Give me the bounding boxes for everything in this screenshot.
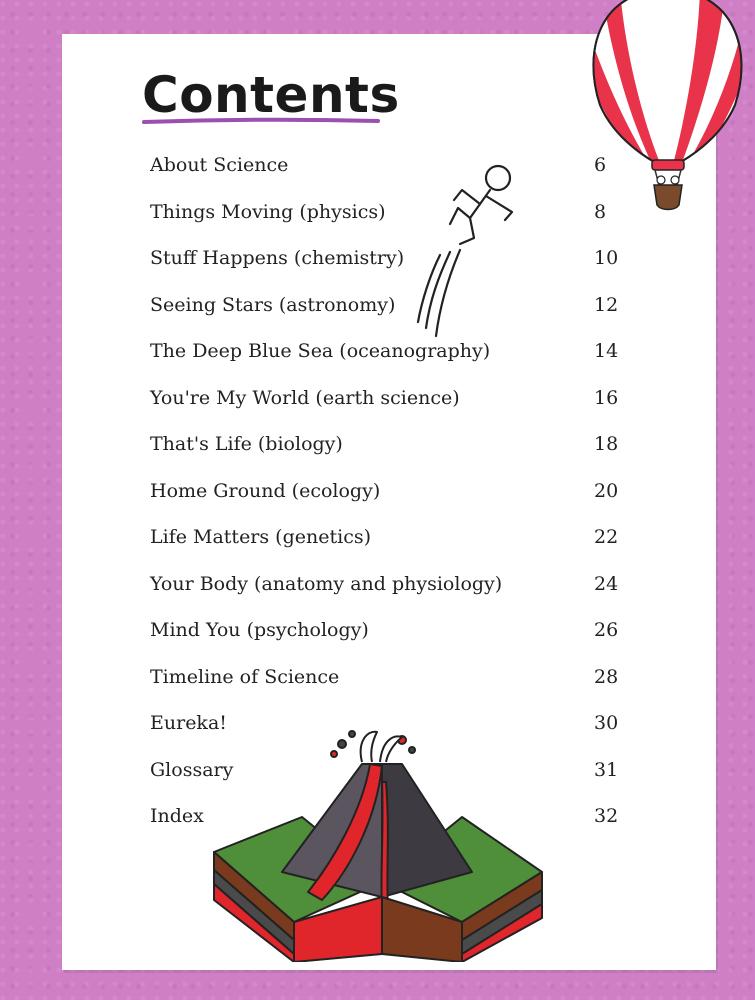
toc-entry-label: About Science [150, 154, 289, 177]
toc-entry-page: 12 [594, 293, 619, 316]
toc-entry[interactable] [150, 654, 630, 701]
toc-entry-label: Life Matters (genetics) [150, 526, 371, 549]
toc-entry-page: 14 [594, 340, 619, 363]
toc-entry-page: 16 [594, 386, 619, 409]
toc-entry-page: 31 [594, 758, 619, 781]
toc-entry-page: 20 [594, 479, 619, 502]
toc-entry-page: 28 [594, 665, 619, 688]
toc-entry[interactable] [150, 375, 630, 422]
toc-entry-label: The Deep Blue Sea (oceanography) [150, 340, 491, 363]
toc-entry-page: 18 [594, 433, 619, 456]
toc-entry-page: 10 [594, 247, 619, 270]
toc-entry[interactable] [150, 514, 630, 561]
toc-entry[interactable] [150, 189, 630, 236]
stick-figure-icon [410, 160, 525, 340]
toc-entry-page: 22 [594, 526, 619, 549]
toc-entry[interactable] [150, 282, 630, 329]
toc-entry-page: 6 [594, 154, 607, 177]
toc-entry-label: Seeing Stars (astronomy) [150, 293, 396, 316]
toc-entry[interactable] [150, 607, 630, 654]
toc-entry-label: Timeline of Science [150, 665, 340, 688]
toc-entry-label: Stuff Happens (chemistry) [150, 247, 405, 270]
page-title: Contents [142, 66, 400, 124]
title-underline [142, 116, 382, 126]
hot-air-balloon-icon [580, 0, 755, 215]
toc-entry-page: 32 [594, 805, 619, 828]
toc-entry[interactable] [150, 142, 630, 189]
toc-entry-label: Home Ground (ecology) [150, 479, 381, 502]
toc-entry[interactable] [150, 235, 630, 282]
toc-entry-label: Index [150, 805, 204, 828]
toc-entry-page: 30 [594, 712, 619, 735]
toc-entry-page: 24 [594, 572, 619, 595]
toc-entry[interactable] [150, 328, 630, 375]
toc-entry-label: Eureka! [150, 712, 227, 735]
toc-entry-page: 8 [594, 200, 607, 223]
toc-entry-page: 26 [594, 619, 619, 642]
toc-entry-label: Mind You (psychology) [150, 619, 369, 642]
volcano-icon [212, 722, 547, 962]
toc-entry-label: Glossary [150, 758, 234, 781]
toc-entry-label: Your Body (anatomy and physiology) [150, 572, 503, 595]
toc-entry[interactable] [150, 468, 630, 515]
toc-entry[interactable] [150, 421, 630, 468]
toc-entry[interactable] [150, 561, 630, 608]
toc-entry-label: That's Life (biology) [150, 433, 343, 456]
toc-entry-label: You're My World (earth science) [150, 386, 460, 409]
toc-entry-label: Things Moving (physics) [150, 200, 386, 223]
